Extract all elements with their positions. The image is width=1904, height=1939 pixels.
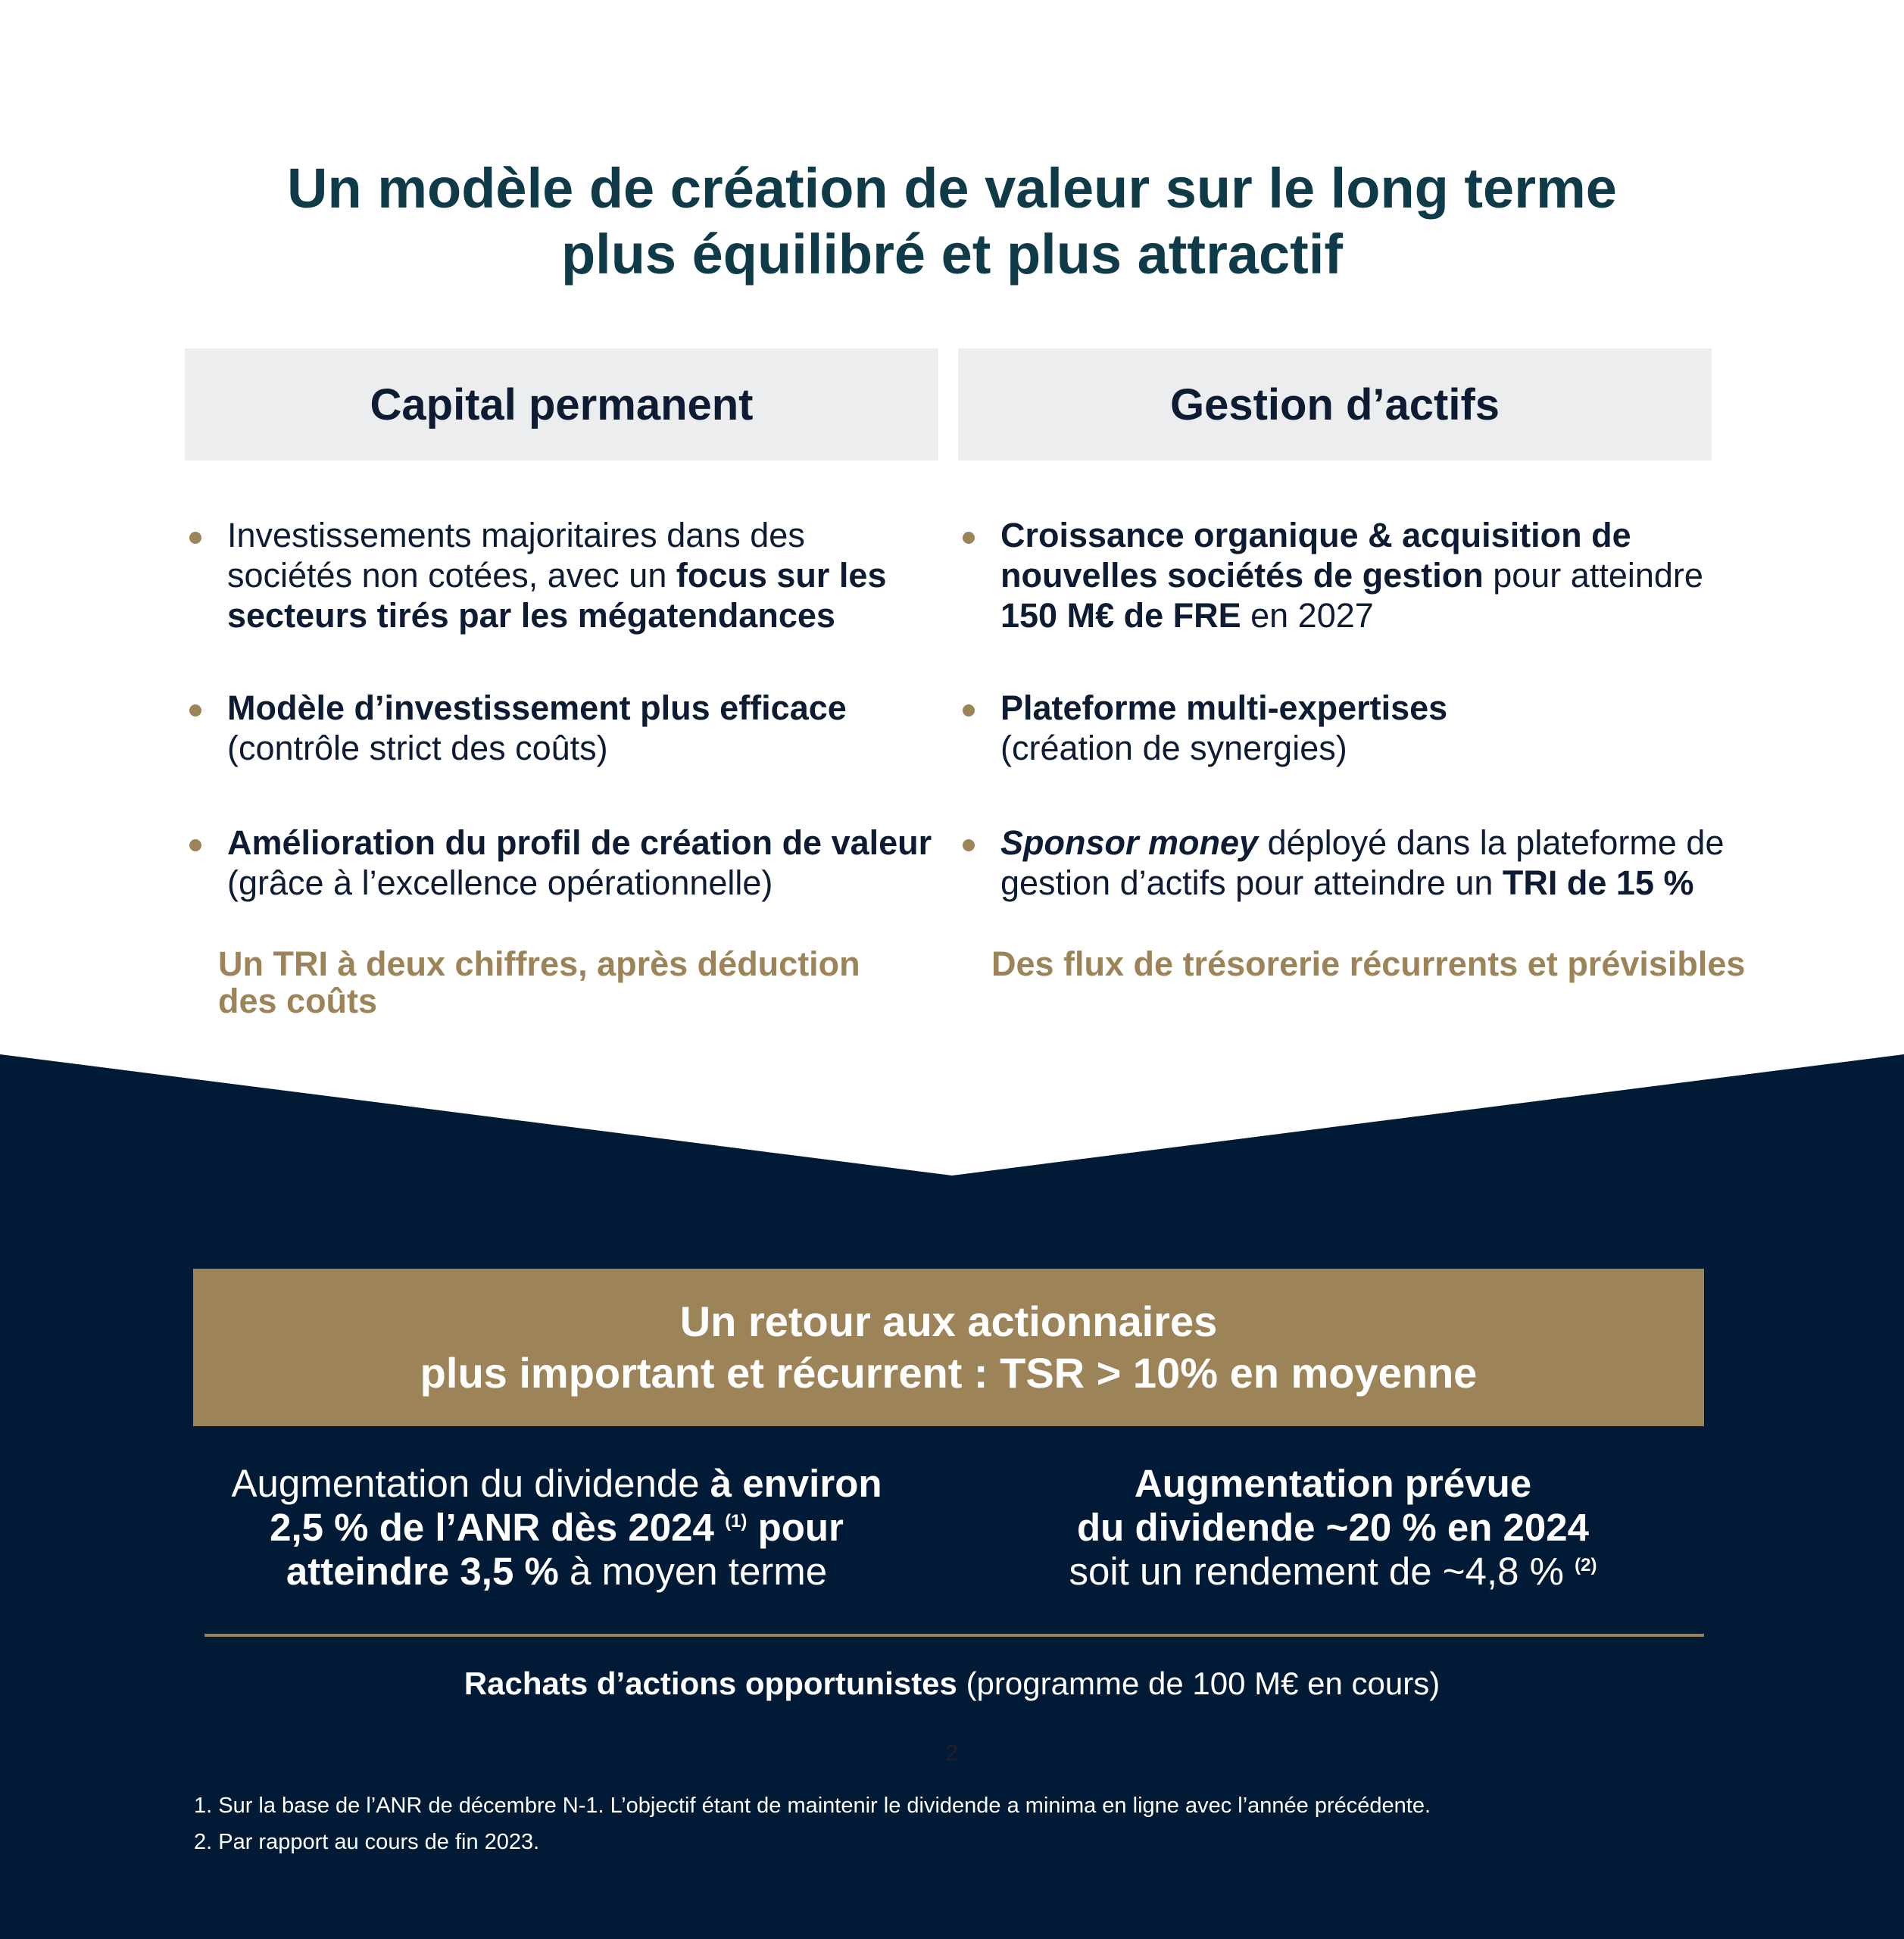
bullet-icon (963, 532, 975, 544)
list-item: Croissance organique & acquisition de nouvelles sociétés de gestion pour atteindre 150 M€ de FRE en 2027 (958, 515, 1765, 635)
conclusion-capital-permanent: Un TRI à deux chiffres, après déduction des coûts (185, 945, 892, 1019)
list-item: Modèle d’investissement plus efficace (contrôle strict des coûts) (185, 688, 977, 768)
footnote-2: 2. Par rapport au cours de fin 2023. (194, 1830, 540, 1854)
bullet-icon (189, 532, 201, 544)
list-item: Investissements majoritaires dans des sociétés non cotées, avec un focus sur les secteurs tirés par les mégatendances (185, 515, 939, 635)
capital-permanent-bullets (185, 515, 942, 903)
bullet-icon (963, 839, 975, 851)
heading-capital-permanent: Capital permanent (185, 348, 938, 461)
gestion-actifs-bullets (958, 515, 1725, 903)
list-item: Plateforme multi-expertises (création de synergies) (958, 688, 1758, 768)
share-buyback-text: Rachats d’actions opportunistes (programme de 100 M€ en cours) (464, 1666, 1440, 1701)
list-item: Amélioration du profil de création de valeur (grâce à l’excellence opérationnelle) (185, 823, 985, 903)
footnote-1: 1. Sur la base de l’ANR de décembre N-1. L’objectif étant de maintenir le dividende a minima en ligne avec l’année précédente. (194, 1794, 1431, 1818)
dividend-increase-anr: Augmentation du dividende à environ 2,5 % de l’ANR dès 2024 $^{(1)}$ pour atteindre 3,5 % à moyen terme (231, 1462, 882, 1593)
bullet-icon (963, 704, 975, 717)
bullet-icon (189, 704, 201, 717)
bullet-icon (189, 839, 201, 851)
page-title: Un modèle de création de valeur sur le long terme plus équilibré et plus attractif (287, 157, 1617, 286)
page-number: 2 (945, 1741, 959, 1766)
conclusion-gestion-actifs: Des flux de trésorerie récurrents et prévisibles (958, 945, 1764, 982)
list-item: Sponsor money déployé dans la plateforme de gestion d’actifs pour atteindre un TRI de 15 % (958, 823, 1765, 903)
heading-gestion-actifs: Gestion d’actifs (958, 348, 1712, 461)
divider (204, 1634, 1704, 1637)
shareholder-return-banner: Un retour aux actionnaires plus important et récurrent : TSR > 10% en moyenne (193, 1269, 1704, 1426)
dividend-increase-2024: Augmentation prévue du dividende ~20 % en 2024 soit un rendement de ~4,8 % $^{(2)}$ (1069, 1462, 1597, 1593)
